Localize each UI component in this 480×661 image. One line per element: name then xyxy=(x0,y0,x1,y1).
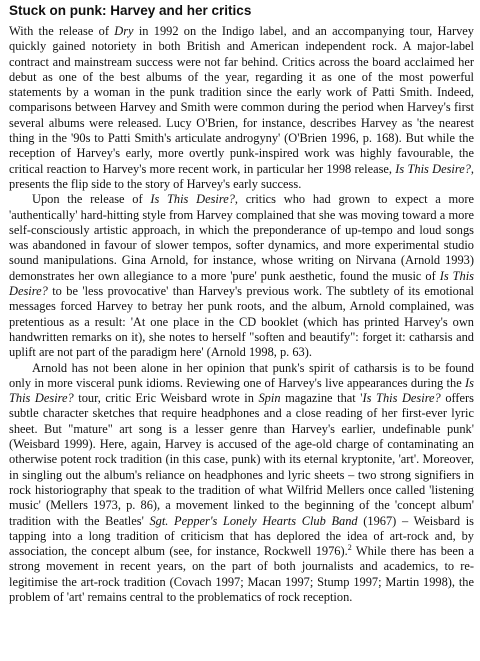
text-run: Upon the release of xyxy=(32,192,151,207)
text-run: While there has been a strong movement in recent years, on the part of both journalists and academics, to re-legitimise the art-rock tradition (Covach 1997; Macan 1997; Stump 1997; Martin 1998), the problem of 'art' remains central to the problematics of rock reception. xyxy=(9,544,474,604)
paragraph-2 xyxy=(9,192,474,360)
text-run: , presents the flip side to the story of Harvey's early success. xyxy=(9,161,474,191)
text-run: With the release of xyxy=(9,24,115,38)
text-run: , critics who had grown to expect a more 'authentically' hard-hitting style from Harvey complained that she was moving toward a more self-consciously artistic approach, in which the preponderance of up-tempo and loud songs was abandoned in favour of slower tempos, softer dynamics, and more experimental studio sound manipulations. Gina Arnold, for instance, whose writing on Nirvana (Arnold 1993) demonstrates her own allegiance to a more 'pure' punk aesthetic, found the music of xyxy=(9,192,474,283)
text-run: offers subtle character sketches that require headphones and a close reading of her first-ever lyric sheet. But "mature" art song is a lesser genre than Harvey's earlier, undefinable punk' (Weisbard 1999). Here, again, Harvey is accused of the age-old charge of contaminating an otherwise potent rock tradition (in this case, punk) with its eternal kryptonite, 'art'. Moreover, in singling out the album's reliance on headphones and lyric sheets – two strong signifiers in rock historiography that speak to the tradition of what Wilfrid Mellers once called 'listening music' (Mellers 1973, p. 86), a movement linked to the beginning of the 'concept album' tradition with the Beatles' xyxy=(9,391,474,528)
footnote-marker: 2 xyxy=(347,542,352,552)
paragraph-1 xyxy=(9,24,474,192)
text-run: Arnold has not been alone in her opinion that punk's spirit of catharsis is to be found only in more visceral punk idioms. Reviewing one of Harvey's live appearances during the xyxy=(9,360,474,390)
paragraph-3 xyxy=(9,361,474,606)
section-heading: Stuck on punk: Harvey and her critics xyxy=(9,3,252,18)
italic-title: Sgt. Pepper's Lonely Hearts Club Band xyxy=(149,513,358,528)
text-run: to be 'less provocative' than Harvey's previous work. The subtlety of its emotional messages forced Harvey to betray her punk roots, and the album, Arnold complained, was pretentious as a result: 'At one place in the CD booklet (which has printed Harvey's own handwritten remarks on it), she notes to herself "soften and beautify": forget it: catharsis and uplift are not part of the paradigm here' (Arnold 1998, p. 63). xyxy=(9,284,474,360)
italic-title: Is This Desire? xyxy=(395,161,471,176)
italic-title: Spin xyxy=(258,391,281,406)
italic-title: Is This Desire? xyxy=(9,375,474,406)
page xyxy=(9,2,474,605)
italic-title: Is This Desire? xyxy=(362,391,441,406)
text-run: magazine that ' xyxy=(280,391,363,406)
italic-title: Dry xyxy=(114,24,134,38)
italic-title: Is This Desire? xyxy=(9,268,474,299)
text-run: tour, critic Eric Weisbard wrote in xyxy=(73,391,259,406)
text-run: in 1992 on the Indigo label, and an accompanying tour, Harvey quickly gained notoriety in both British and American independent rock. A major-label contract and mainstream success were not far behind. Critics across the board acclaimed her debut as one of the best albums of the year, regarding it as one of the most powerful statements by a woman in the punk tradition since the early work of Patti Smith. Indeed, comparisons between Harvey and Smith were common during the period when Harvey's first several albums were released. Lucy O'Brien, for instance, describes Harvey as 'the nearest thing in the '90s to Patti Smith's articulate androgyny' (O'Brien 1996, p. 168). But while the reception of Harvey's early, more overtly punk-inspired work was highly favourable, the critical reaction to Harvey's more recent work, in particular her 1998 release, xyxy=(9,24,474,176)
text-run: (1967) – Weisbard is tapping into a long tradition of criticism that has deplored the idea of art-rock and, by association, the concept album (see, for instance, Rockwell 1976). xyxy=(9,513,474,559)
italic-title: Is This Desire? xyxy=(150,192,235,207)
